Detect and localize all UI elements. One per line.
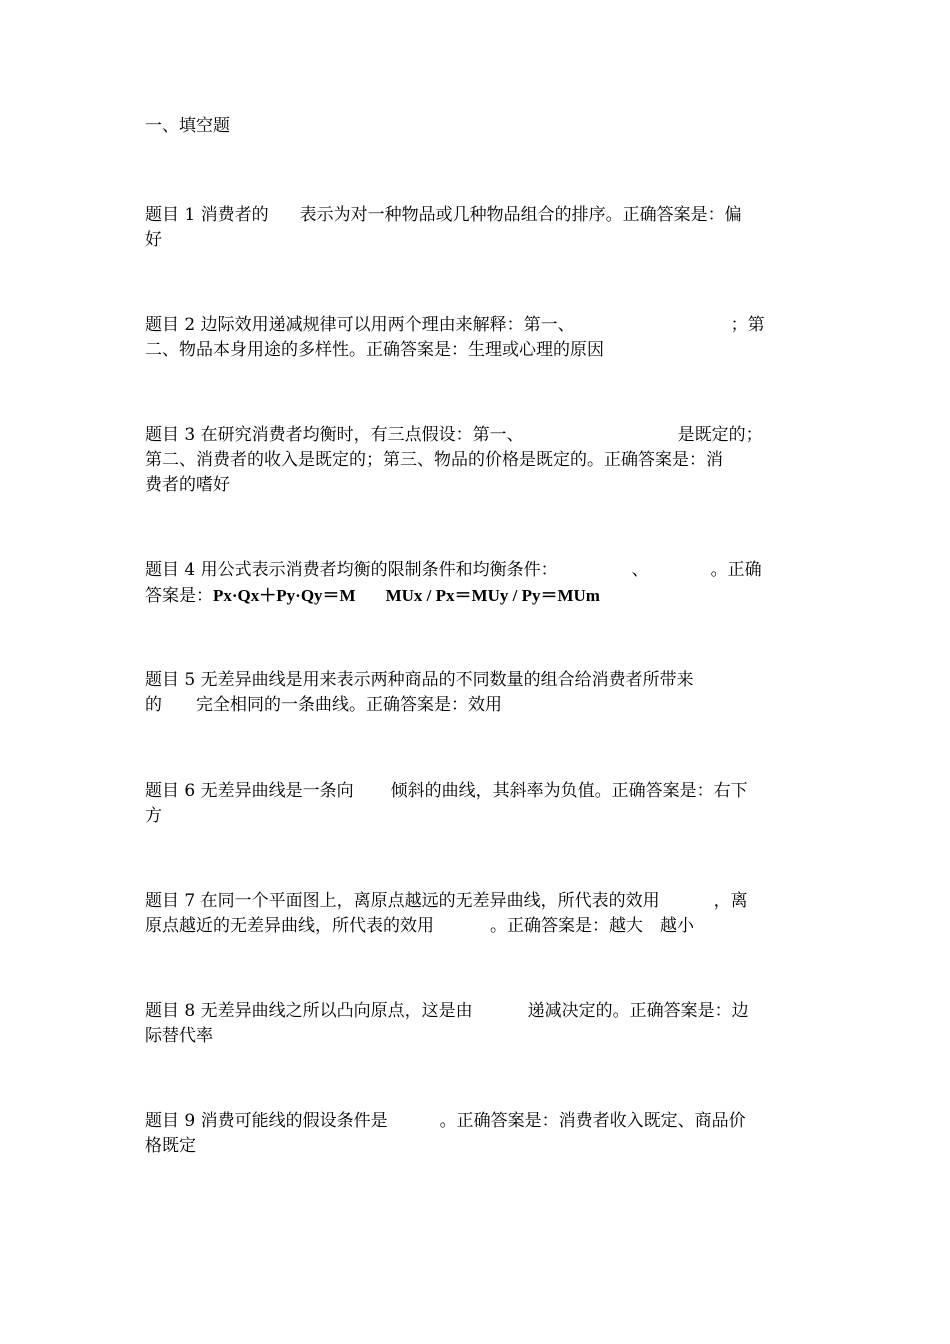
question-2-line-2: 二、物品本身用途的多样性。正确答案是：生理或心理的原因 [145,340,604,360]
question-3-line-3: 费者的嗜好 [145,475,230,495]
answer-formula-budget: Px·Qx＋Py·Qy＝M [213,586,356,605]
question-2-line-1: 题目 2 边际效用递减规律可以用两个理由来解释：第一、 ；第 [145,315,765,335]
question-4 [145,558,807,608]
question-8 [145,999,807,1049]
question-7 [145,889,807,939]
question-9 [145,1109,807,1159]
question-6-line-1: 题目 6 无差异曲线是一条向 倾斜的曲线，其斜率为负值。正确答案是：右下 [145,781,748,801]
question-9-line-1: 题目 9 消费可能线的假设条件是 。正确答案是：消费者收入既定、商品价 [145,1111,746,1131]
answer-formula-equilibrium: MUx / Px＝MUy / Py＝MUm [385,586,600,605]
question-7-line-2: 原点越近的无差异曲线，所代表的效用 。正确答案是：越大 越小 [145,916,694,936]
question-1-line-1: 题目 1 消费者的 表示为对一种物品或几种物品组合的排序。正确答案是：偏 [145,205,742,225]
question-5 [145,668,807,718]
question-6-line-2: 方 [145,806,162,826]
question-7-line-1: 题目 7 在同一个平面图上，离原点越远的无差异曲线，所代表的效用 ，离 [145,891,748,911]
question-4-line-2: 答案是：Px·Qx＋Py·Qy＝M MUx / Px＝MUy / Py＝MUm [145,586,600,606]
section-title: 一、填空题 [145,116,230,136]
question-5-line-2: 的 完全相同的一条曲线。正确答案是：效用 [145,695,502,715]
question-1-line-2: 好 [145,230,162,250]
question-2 [145,313,807,363]
question-6 [145,779,807,829]
question-3-line-1: 题目 3 在研究消费者均衡时，有三点假设：第一、 是既定的； [145,425,763,445]
question-5-line-1: 题目 5 无差异曲线是用来表示两种商品的不同数量的组合给消费者所带来 [145,670,694,690]
question-4-line-1: 题目 4 用公式表示消费者均衡的限制条件和均衡条件： 、 。正确 [145,560,762,580]
question-3-line-2: 第二、消费者的收入是既定的；第三、物品的价格是既定的。正确答案是：消 [145,450,723,470]
question-3 [145,423,807,498]
question-1 [145,203,807,253]
question-8-line-2: 际替代率 [145,1026,213,1046]
question-8-line-1: 题目 8 无差异曲线之所以凸向原点，这是由 递减决定的。正确答案是：边 [145,1001,749,1021]
question-9-line-2: 格既定 [145,1136,196,1156]
